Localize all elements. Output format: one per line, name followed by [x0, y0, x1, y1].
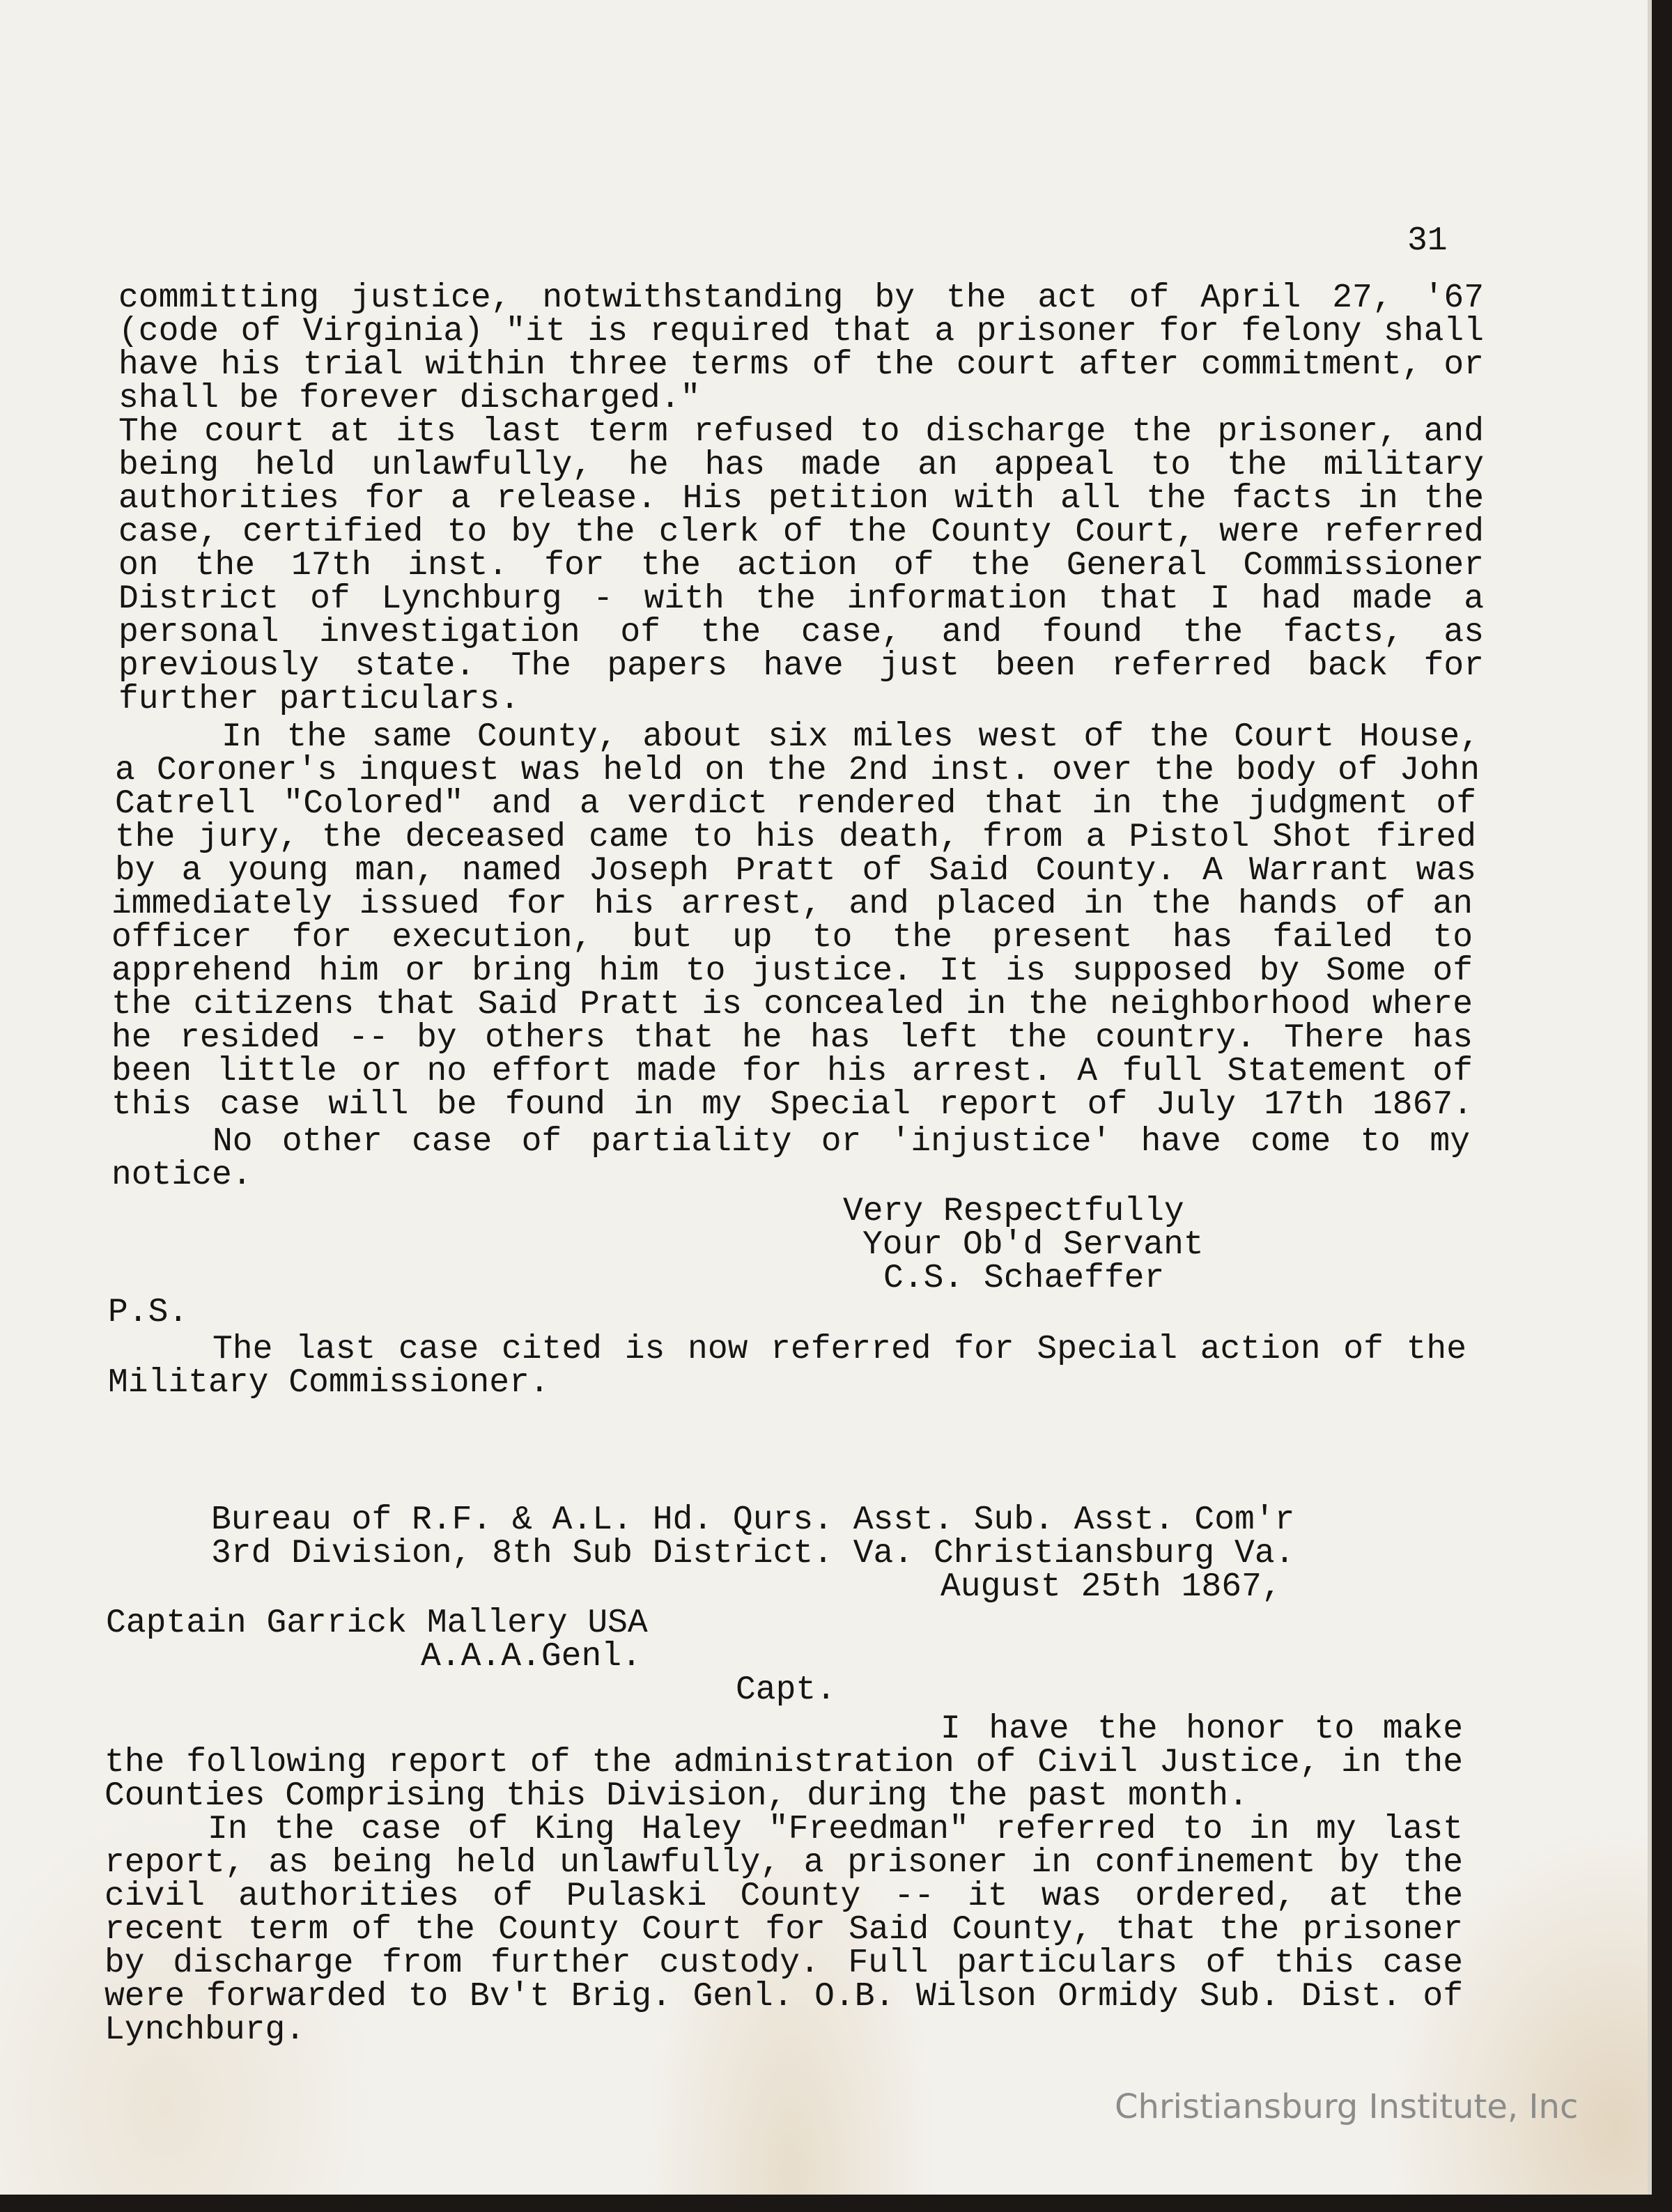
text-line: (code of Virginia) "it is required that a prisoner for felony shall: [118, 313, 1484, 350]
text-line: the citizens that Said Pratt is concealed in the neighborhood where: [111, 986, 1473, 1023]
text-line: The court at its last term refused to discharge the prisoner, and: [118, 413, 1484, 451]
watermark: Christiansburg Institute, Inc: [1115, 2087, 1579, 2126]
text-line: I have the honor to make: [940, 1710, 1463, 1748]
text-line: being held unlawfully, he has made an appeal to the military: [118, 447, 1484, 484]
text-line: The last case cited is now referred for Special action of the: [212, 1331, 1466, 1368]
text-line: Catrell "Colored" and a verdict rendered that in the judgment of: [115, 785, 1476, 823]
closing-line: Your Ob'd Servant: [862, 1226, 1204, 1264]
page-number: 31: [1407, 222, 1448, 260]
text-line: case, certified to by the clerk of the County Court, were referred: [118, 513, 1484, 551]
text-line: were forwarded to Bv't Brig. Genl. O.B. Wilson Ormidy Sub. Dist. of: [104, 1978, 1463, 2016]
text-line: the following report of the administration of Civil Justice, in the: [104, 1744, 1463, 1781]
signature: C.S. Schaeffer: [883, 1260, 1165, 1297]
text-line: on the 17th inst. for the action of the General Commissioner: [118, 547, 1484, 585]
text-line: apprehend him or bring him to justice. It is supposed by Some of: [111, 952, 1473, 990]
recipient-title: A.A.A.Genl.: [421, 1638, 642, 1676]
recipient: Captain Garrick Mallery USA: [106, 1604, 648, 1642]
text-line: committing justice, notwithstanding by the act of April 27, '67: [118, 279, 1484, 317]
text-line: report, as being held unlawfully, a prisoner in confinement by the: [104, 1844, 1463, 1882]
closing-line: Very Respectfully: [843, 1193, 1184, 1230]
ps-label: P.S.: [108, 1294, 189, 1331]
text-line: personal investigation of the case, and found the facts, as: [118, 614, 1484, 651]
text-line: previously state. The papers have just been referred back for: [118, 647, 1484, 685]
letter-header: 3rd Division, 8th Sub District. Va. Christiansburg Va.: [211, 1535, 1295, 1572]
text-line: Counties Comprising this Division, during the past month.: [104, 1777, 1248, 1815]
text-line: authorities for a release. His petition with all the facts in the: [118, 480, 1484, 518]
text-line: shall be forever discharged.": [118, 380, 701, 417]
text-line: District of Lynchburg - with the information that I had made a: [118, 580, 1484, 618]
text-line: he resided -- by others that he has left the country. There has: [111, 1019, 1473, 1057]
text-line: No other case of partiality or 'injustice' have come to my: [212, 1123, 1470, 1161]
text-line: notice.: [111, 1157, 252, 1194]
text-line: In the case of King Haley "Freedman" referred to in my last: [208, 1811, 1463, 1848]
text-line: by discharge from further custody. Full particulars of this case: [104, 1944, 1463, 1982]
text-line: officer for execution, but up to the present has failed to: [111, 919, 1473, 957]
text-line: a Coroner's inquest was held on the 2nd inst. over the body of John: [115, 752, 1480, 789]
salutation: Capt.: [736, 1671, 837, 1709]
text-line: Lynchburg.: [104, 2011, 306, 2049]
text-line: this case will be found in my Special report of July 17th 1867.: [111, 1086, 1473, 1124]
letter-date: August 25th 1867,: [940, 1568, 1282, 1606]
text-line: the jury, the deceased came to his death, from a Pistol Shot fired: [115, 819, 1476, 856]
text-line: Military Commissioner.: [108, 1364, 550, 1402]
text-line: further particulars.: [118, 681, 520, 718]
text-line: recent term of the County Court for Said County, that the prisoner: [104, 1911, 1463, 1949]
text-line: have his trial within three terms of the court after commitment, or: [118, 346, 1484, 384]
text-line: civil authorities of Pulaski County -- it was ordered, at the: [104, 1878, 1463, 1915]
text-line: immediately issued for his arrest, and placed in the hands of an: [111, 885, 1473, 923]
text-line: been little or no effort made for his arrest. A full Statement of: [111, 1053, 1473, 1090]
text-line: by a young man, named Joseph Pratt of Said County. A Warrant was: [115, 852, 1476, 890]
text-line: In the same County, about six miles west of the Court House,: [222, 718, 1480, 756]
letter-header: Bureau of R.F. & A.L. Hd. Qurs. Asst. Sub. Asst. Com'r: [211, 1501, 1295, 1539]
